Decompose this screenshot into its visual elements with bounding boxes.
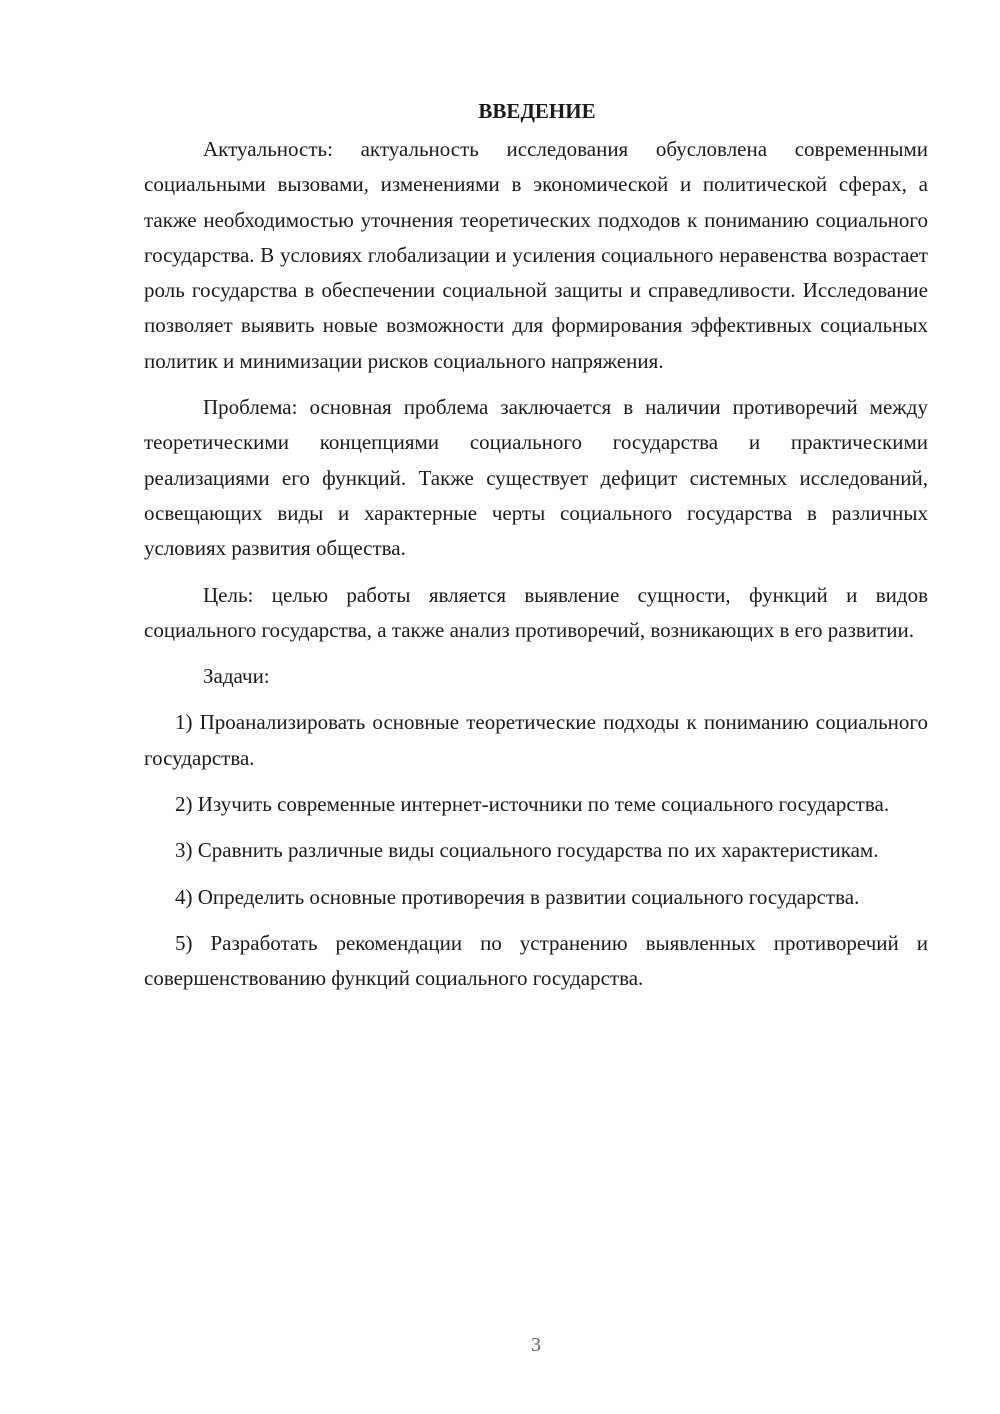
page-number: 3 [531,1334,541,1356]
section-title: ВВЕДЕНИЕ [478,99,596,123]
task-item-1: 1) Проанализировать основные теоретические подходы к пониманию социального государства. [144,710,928,770]
paragraph-tasks-heading: Задачи: [203,664,270,689]
page-content [144,94,928,997]
paragraph-relevance: Актуальность: актуальность исследования обусловлена современными социальными вызовами, изменениями в экономической и политической сферах, а также необходимостью уточнения теоретических подходов к пониманию социального государства. В условиях глобализации и усиления социального неравенства возрастает роль государства в обеспечении социальной защиты и справедливости. Исследование позволяет выявить новые возможности для формирования эффективных социальных политик и минимизации рисков социального напряжения. [144,137,928,373]
task-item-5: 5) Разработать рекомендации по устранению выявленных противоречий и совершенствованию функций социального государства. [144,930,928,991]
task-item-2: 2) Изучить современные интернет-источники по теме социального государства. [175,792,890,817]
task-item-3: 3) Сравнить различные виды социального государства по их характеристикам. [175,838,879,863]
paragraph-problem: Проблема: основная проблема заключается в наличии противоречий между теоретическими концепциями социального государства и практическими реализациями его функций. Также существует дефицит системных исследований, освещающих виды и характерные черты социального государства в различных условиях развития общества. [144,395,928,561]
task-item-4: 4) Определить основные противоречия в развитии социального государства. [175,884,860,909]
paragraph-goal: Цель: целью работы является выявление сущности, функций и видов социального государства, а также анализ противоречий, возникающих в его развитии. [144,582,928,642]
